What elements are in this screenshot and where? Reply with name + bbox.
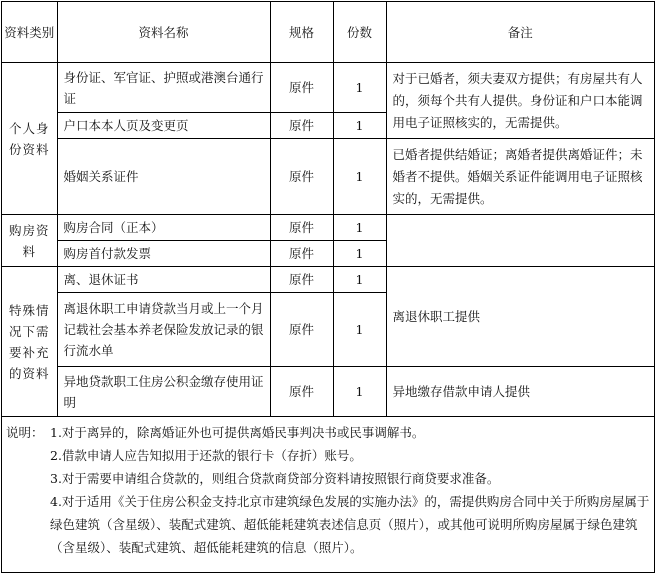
table-row: [2, 215, 654, 241]
note-text: 2.借款申请人应告知拟用于还款的银行卡（存折）账号。: [50, 448, 362, 463]
note-text: 4.对于适用《关于住房公积金支持北京市建筑绿色发展的实施办法》的，需提供购房合同中关于所购房屋属于绿色建筑（含星级）、装配式建筑、超低能耗建筑表述信息页（照片），或其他可说明所购房屋属于绿色建筑（含星级）、装配式建筑、超低能耗建筑的信息（照片）。: [50, 494, 650, 555]
material-format: 原件: [270, 267, 333, 293]
table-row: [2, 267, 654, 293]
material-count: 1: [333, 267, 386, 293]
category-cell: 购房资料: [2, 215, 57, 267]
material-name: 购房首付款发票: [57, 241, 270, 267]
remark-cell: 对于已婚者，须夫妻双方提供；有房屋共有人的，须每个共有人提供。身份证和户口本能调用电子证照核实的，无需提供。: [386, 63, 654, 139]
note-text: 3.对于需要申请组合贷款的，则组合贷款商贷部分资料请按照银行商贷要求准备。: [50, 471, 500, 486]
note-item: [6, 444, 650, 467]
material-format: 原件: [270, 63, 333, 113]
notes-section: [2, 417, 654, 559]
header-remark: 备注: [386, 2, 654, 63]
material-count: 1: [333, 241, 386, 267]
remark-cell: 异地缴存借款申请人提供: [386, 367, 654, 417]
material-count: 1: [333, 113, 386, 139]
notes-lead: 说明：: [6, 425, 44, 440]
remark-cell: [386, 215, 654, 267]
material-name: 购房合同（正本）: [57, 215, 270, 241]
header-category: 资料类别: [2, 2, 57, 63]
material-count: 1: [333, 367, 386, 417]
document-page: [1, 1, 655, 573]
table-row: [2, 367, 654, 417]
remark-cell: 离退休职工提供: [386, 267, 654, 367]
material-format: 原件: [270, 293, 333, 367]
material-count: 1: [333, 139, 386, 215]
material-name: 离、退休证书: [57, 267, 270, 293]
material-name: 异地贷款职工住房公积金缴存使用证明: [57, 367, 270, 417]
material-format: 原件: [270, 367, 333, 417]
material-format: 原件: [270, 215, 333, 241]
material-name: 婚姻关系证件: [57, 139, 270, 215]
note-item: [6, 421, 650, 444]
table-row: [2, 63, 654, 113]
material-name: 离退休职工申请贷款当月或上一个月记载社会基本养老保险发放记录的银行流水单: [57, 293, 270, 367]
material-format: 原件: [270, 139, 333, 215]
note-text: 1.对于离异的，除离婚证外也可提供离婚民事判决书或民事调解书。: [50, 425, 425, 440]
header-count: 份数: [333, 2, 386, 63]
remark-cell: 已婚者提供结婚证；离婚者提供离婚证件；未婚者不提供。婚姻关系证件能调用电子证照核实的，无需提供。: [386, 139, 654, 215]
note-item: [6, 490, 650, 559]
category-cell: 特殊情况下需要补充的资料: [2, 267, 57, 417]
material-count: 1: [333, 293, 386, 367]
material-count: 1: [333, 215, 386, 241]
material-format: 原件: [270, 241, 333, 267]
note-item: [6, 467, 650, 490]
material-name: 身份证、军官证、护照或港澳台通行证: [57, 63, 270, 113]
category-cell: 个人身份资料: [2, 63, 57, 215]
table-header-row: [2, 2, 654, 63]
materials-table: [2, 2, 654, 417]
header-format: 规格: [270, 2, 333, 63]
header-name: 资料名称: [57, 2, 270, 63]
table-row: [2, 139, 654, 215]
material-count: 1: [333, 63, 386, 113]
material-format: 原件: [270, 113, 333, 139]
material-name: 户口本本人页及变更页: [57, 113, 270, 139]
